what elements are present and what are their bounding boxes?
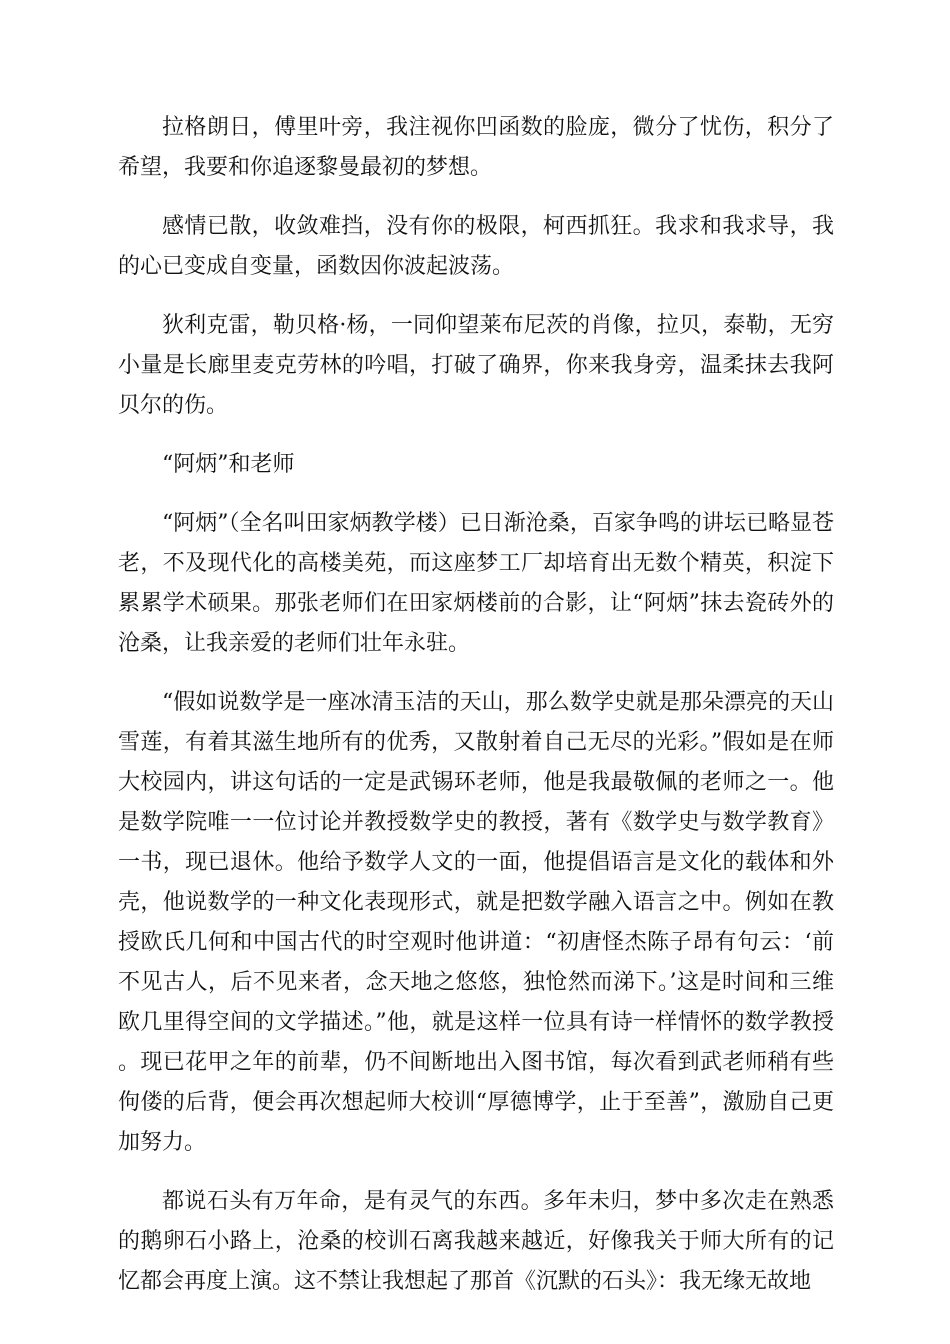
paragraph-dirichlet: 狄利克雷，勒贝格·杨，一同仰望莱布尼茨的肖像，拉贝，泰勒，无穷小量是长廊里麦克劳林的吟唱，打破了确界，你来我身旁，温柔抹去我阿贝尔的伤。 — [118, 313, 834, 418]
paragraph-emotion: 感情已散，收敛难挡，没有你的极限，柯西抓狂。我求和我求导，我的心已变成自变量，函数因你波起波荡。 — [118, 214, 834, 279]
paragraph-math-history-teacher: “假如说数学是一座冰清玉洁的天山，那么数学史就是那朵漂亮的天山雪莲，有着其滋生地所有的优秀，又散射着自己无尽的光彩。”假如是在师大校园内，讲这句话的一定是武锡环老师，他是我最敬佩的老师之一。他是数学院唯一一位讨论并教授数学史的教授，著有《数学史与数学教育》一书，现已退休。他给予数学人文的一面，他提倡语言是文化的载体和外壳，他说数学的一种文化表现形式，就是把数学融入语言之中。例如在教授欧氏几何和中国古代的时空观时他讲道：“初唐怪杰陈子昂有句云：‘前不见古人，后不见来者，念天地之悠悠，独怆然而涕下。’这是时间和三维欧几里得空间的文学描述。”他，就是这样一位具有诗一样情怀的数学教授。现已花甲之年的前辈，仍不间断地出入图书馆，每次看到武老师稍有些佝偻的后背，便会再次想起师大校训“厚德博学，止于至善”，激励自己更加努力。 — [118, 690, 834, 1155]
section-heading: “阿炳”和老师 — [162, 452, 295, 477]
paragraph-abing-building: “阿炳”（全名叫田家炳教学楼）已日渐沧桑，百家争鸣的讲坛已略显苍老，不及现代化的高楼美苑，而这座梦工厂却培育出无数个精英，积淀下累累学术硕果。那张老师们在田家炳楼前的合影，让“阿炳”抹去瓷砖外的沧桑，让我亲爱的老师们壮年永驻。 — [118, 511, 834, 656]
paragraph-lagrange: 拉格朗日，傅里叶旁，我注视你凹函数的脸庞，微分了忧伤，积分了希望，我要和你追逐黎曼最初的梦想。 — [118, 115, 834, 180]
document-page — [118, 108, 834, 1321]
paragraph-stone: 都说石头有万年命，是有灵气的东西。多年未归，梦中多次走在熟悉的鹅卵石小路上，沧桑的校训石离我越来越近，好像我关于师大所有的记忆都会再度上演。这不禁让我想起了那首《沉默的石头》：我无缘无故地 — [118, 1189, 834, 1294]
